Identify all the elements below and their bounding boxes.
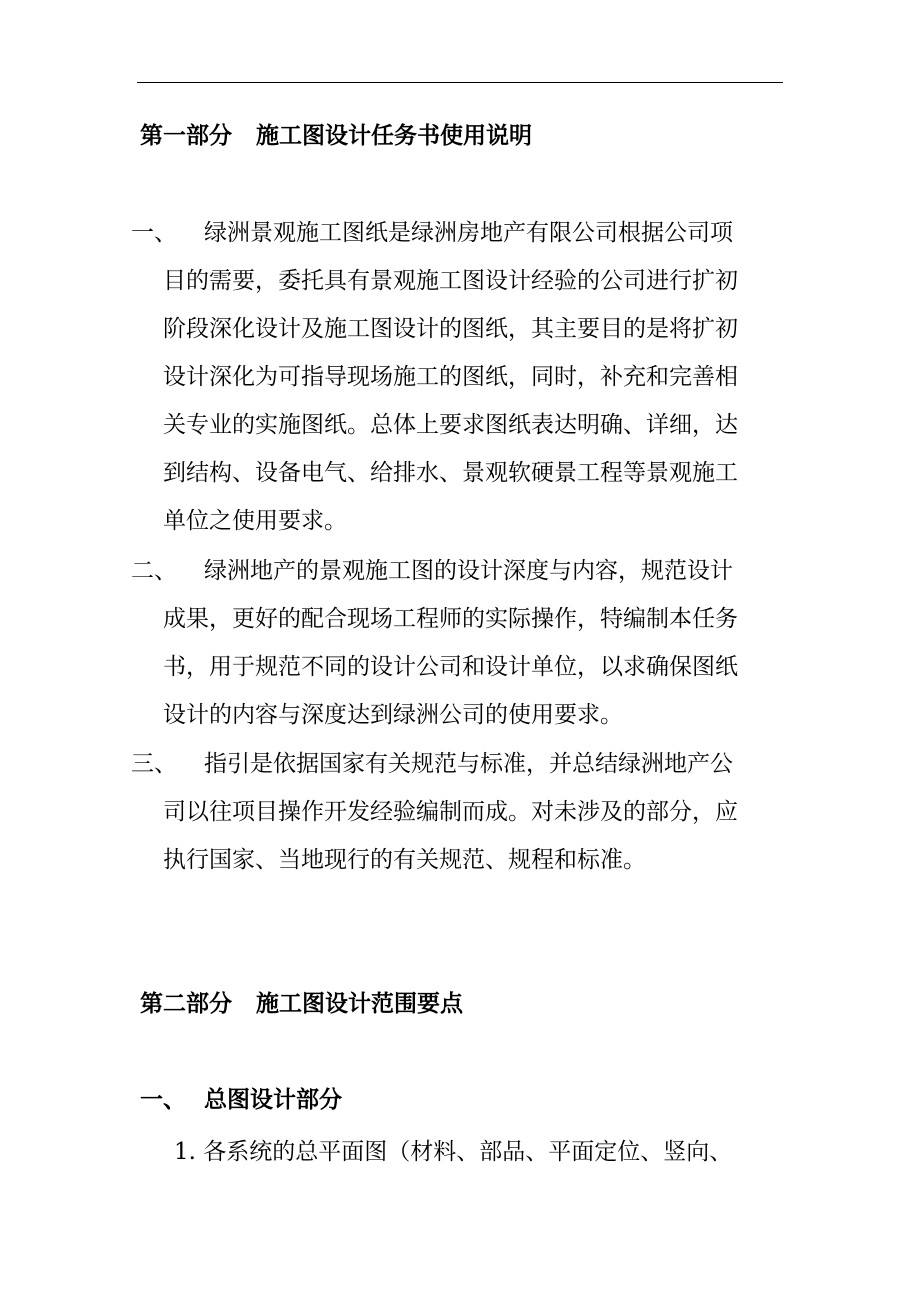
item-number: 一、 xyxy=(131,220,177,246)
paragraph-line: 绿洲地产的景观施工图的设计深度与内容，规范设计 xyxy=(204,558,733,584)
paragraph-line: 关专业的实施图纸。总体上要求图纸表达明确、详细，达 xyxy=(163,412,738,438)
paragraph-line: 司以往项目操作开发经验编制而成。对未涉及的部分，应 xyxy=(163,799,738,825)
list-item-2 xyxy=(131,547,791,739)
list-item-3 xyxy=(131,740,791,884)
paragraph-line: 单位之使用要求。 xyxy=(163,508,347,534)
paragraph-line: 成果，更好的配合现场工程师的实际操作，特编制本任务 xyxy=(163,606,738,632)
section-heading xyxy=(140,1086,342,1114)
part1-heading xyxy=(140,122,532,150)
part1-title: 施工图设计任务书使用说明 xyxy=(256,122,532,149)
paragraph-line: 绿洲景观施工图纸是绿洲房地产有限公司根据公司项 xyxy=(204,220,733,246)
item-number: 二、 xyxy=(131,558,177,584)
paragraph-line: 目的需要，委托具有景观施工图设计经验的公司进行扩初 xyxy=(163,268,738,294)
paragraph-line: 设计深化为可指导现场施工的图纸，同时，补充和完善相 xyxy=(163,364,738,390)
part2-heading xyxy=(140,990,463,1018)
item-number: 三、 xyxy=(131,751,177,777)
paragraph-line: 设计的内容与深度达到绿洲公司的使用要求。 xyxy=(163,702,623,728)
part1-label: 第一部分 xyxy=(140,122,232,149)
list-number: 1. xyxy=(174,1139,196,1165)
list-text: 各系统的总平面图（材料、部品、平面定位、竖向、 xyxy=(203,1139,733,1165)
paragraph-line: 阶段深化设计及施工图设计的图纸，其主要目的是将扩初 xyxy=(163,316,738,342)
section-number: 一、 xyxy=(140,1086,186,1113)
section-title: 总图设计部分 xyxy=(204,1086,342,1113)
numbered-list-item xyxy=(174,1137,732,1167)
part2-label: 第二部分 xyxy=(140,990,232,1017)
paragraph-line: 指引是依据国家有关规范与标准，并总结绿洲地产公 xyxy=(204,751,733,777)
part2-title: 施工图设计范围要点 xyxy=(256,990,463,1017)
paragraph-line: 书，用于规范不同的设计公司和设计单位，以求确保图纸 xyxy=(163,654,738,680)
paragraph-line: 到结构、设备电气、给排水、景观软硬景工程等景观施工 xyxy=(163,460,738,486)
list-item-1 xyxy=(131,209,791,545)
header-rule xyxy=(137,82,783,83)
paragraph-line: 执行国家、当地现行的有关规范、规程和标准。 xyxy=(163,847,646,873)
